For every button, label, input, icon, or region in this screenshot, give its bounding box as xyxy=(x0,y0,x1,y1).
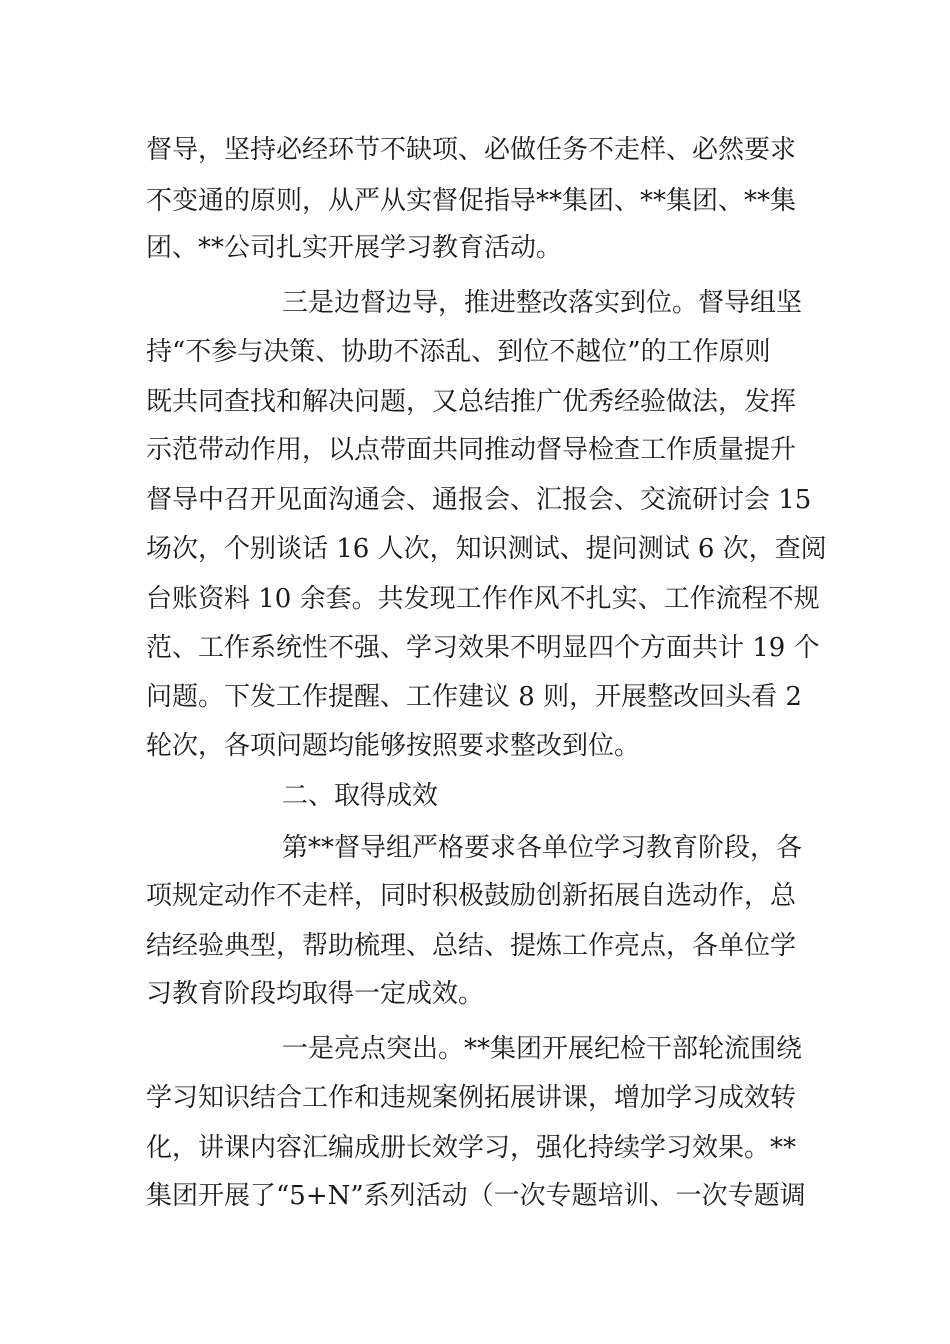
paragraph-line: 示范带动作用，以点带面共同推动督导检查工作质量提升 xyxy=(146,435,797,465)
paragraph-line: 集团开展了“5+N”系列活动（一次专题培训、一次专题调 xyxy=(146,1181,806,1211)
paragraph-line: 问题。下发工作提醒、工作建议 8 则，开展整改回头看 2 xyxy=(146,682,802,712)
paragraph-line: 一是亮点突出。**集团开展纪检干部轮流围绕 xyxy=(282,1034,803,1064)
paragraph-line: 持“不参与决策、协助不添乱、到位不越位”的工作原则 xyxy=(146,337,771,367)
paragraph-line: 团、**公司扎实开展学习教育活动。 xyxy=(146,233,563,263)
paragraph-line: 场次，个别谈话 16 人次，知识测试、提问测试 6 次，查阅 xyxy=(146,534,827,564)
paragraph-line: 学习知识结合工作和违规案例拓展讲课，增加学习成效转 xyxy=(146,1083,797,1113)
paragraph-line: 三是边督边导，推进整改落实到位。督导组坚 xyxy=(282,288,803,318)
paragraph-line: 项规定动作不走样，同时积极鼓励创新拓展自选动作，总 xyxy=(146,881,797,911)
paragraph-line: 督导中召开见面沟通会、通报会、汇报会、交流研讨会 15 xyxy=(146,485,812,515)
paragraph-line: 第**督导组严格要求各单位学习教育阶段，各 xyxy=(282,833,803,863)
paragraph-line: 轮次，各项问题均能够按照要求整改到位。 xyxy=(146,731,641,761)
section-heading: 二、取得成效 xyxy=(282,781,439,811)
paragraph-line: 台账资料 10 余套。共发现工作作风不扎实、工作流程不规 xyxy=(146,584,820,614)
paragraph-line: 化，讲课内容汇编成册长效学习，强化持续学习效果。** xyxy=(146,1133,797,1163)
paragraph-line: 督导，坚持必经环节不缺项、必做任务不走样、必然要求 xyxy=(146,135,797,165)
paragraph-line: 习教育阶段均取得一定成效。 xyxy=(146,979,485,1009)
paragraph-line: 不变通的原则，从严从实督促指导**集团、**集团、**集 xyxy=(146,186,797,216)
paragraph-line: 既共同查找和解决问题，又总结推广优秀经验做法，发挥 xyxy=(146,387,797,417)
paragraph-line: 结经验典型，帮助梳理、总结、提炼工作亮点，各单位学 xyxy=(146,931,797,961)
paragraph-line: 范、工作系统性不强、学习效果不明显四个方面共计 19 个 xyxy=(146,633,820,663)
